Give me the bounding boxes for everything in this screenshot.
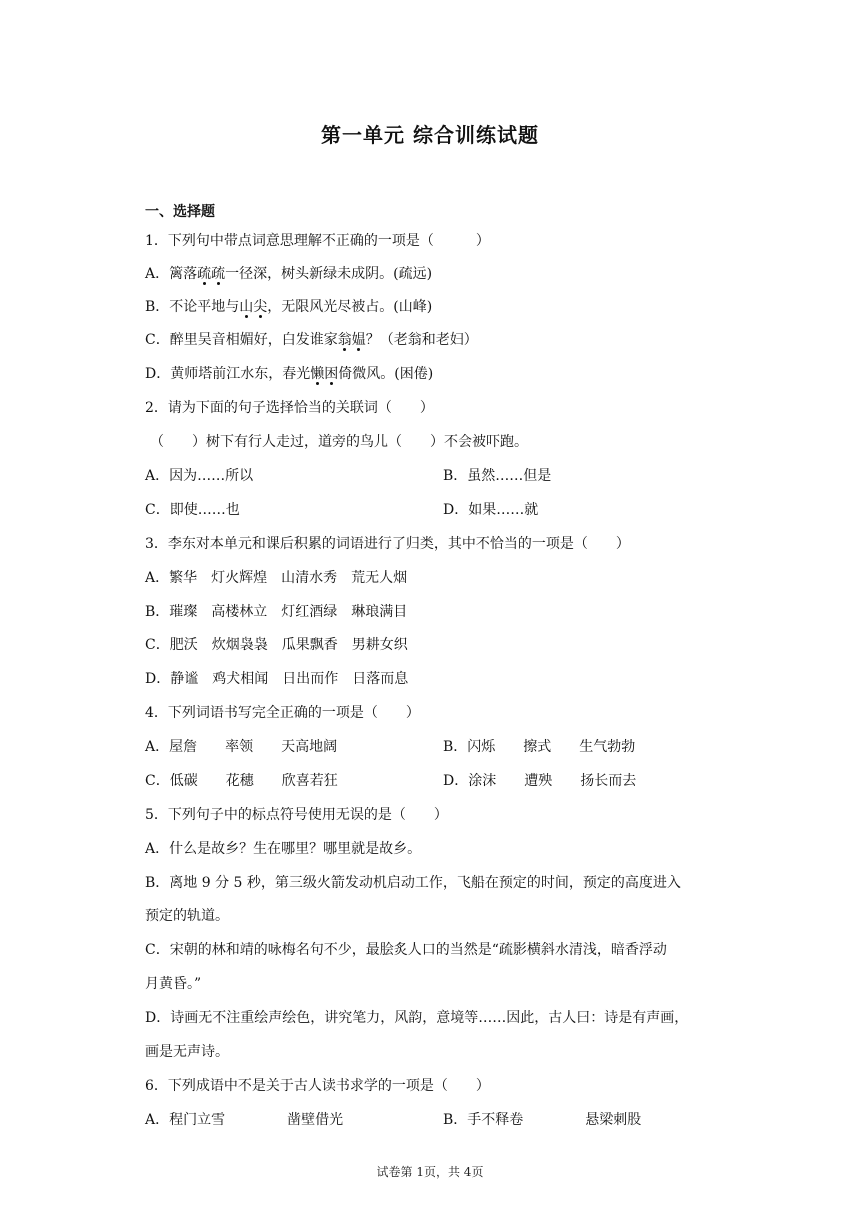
question-1-stem: 1．下列句中带点词意思理解不正确的一项是（ ）: [145, 233, 490, 249]
question-5-option-c-line1: C．宋朝的林和靖的咏梅名句不少，最脍炙人口的当然是“疏影横斜水清浅，暗香浮动: [145, 942, 667, 958]
question-4-option-c: C．低碳 花穗 欣喜若狂: [145, 773, 338, 789]
question-3-stem: 3．李东对本单元和课后积累的词语进行了归类，其中不恰当的一项是（ ）: [145, 536, 630, 552]
question-4-option-a: A．屋詹 率领 天高地阔: [145, 739, 338, 755]
question-3-option-a: A．繁华 灯火辉煌 山清水秀 荒无人烟: [145, 570, 408, 586]
question-3-option-d: D．静谧 鸡犬相闻 日出而作 日落而息: [145, 671, 409, 687]
question-6-option-a: A．程门立雪 凿壁借光: [145, 1112, 344, 1128]
question-1-option-a: A．篱落疏疏一径深，树头新绿未成阴。(疏远): [145, 266, 433, 282]
question-2-option-b: B．虽然……但是: [443, 468, 552, 484]
question-3-option-b: B．璀璨 高楼林立 灯红酒绿 琳琅满目: [145, 604, 408, 620]
question-1-option-b: B．不论平地与山尖，无限风光尽被占。(山峰): [145, 299, 433, 315]
question-5-option-b-line1: B．离地 9 分 5 秒，第三级火箭发动机启动工作，飞船在预定的时间，预定的高度进入: [145, 875, 681, 891]
question-4-stem: 4．下列词语书写完全正确的一项是（ ）: [145, 705, 420, 721]
question-4-option-d: D．涂沫 遭殃 扬长而去: [443, 773, 637, 789]
question-1-option-d: D．黄师塔前江水东，春光懒困倚微风。(困倦): [145, 366, 434, 382]
question-6-option-b: B．手不释卷 悬梁刺股: [443, 1112, 642, 1128]
question-6-stem: 6．下列成语中不是关于古人读书求学的一项是（ ）: [145, 1078, 490, 1094]
question-2-sentence: （ ）树下有行人走过，道旁的鸟儿（ ）不会被吓跑。: [150, 434, 528, 450]
question-5-stem: 5．下列句子中的标点符号使用无误的是（ ）: [145, 807, 448, 823]
question-3-option-c: C．肥沃 炊烟袅袅 瓜果飘香 男耕女织: [145, 637, 408, 653]
question-1-option-c: C．醉里吴音相媚好，白发谁家翁媪？（老翁和老妇）: [145, 332, 478, 348]
question-4-option-b: B．闪烁 擦式 生气勃勃: [443, 739, 636, 755]
question-2-option-a: A．因为……所以: [145, 468, 254, 484]
question-5-option-c-line2: 月黄昏。”: [145, 976, 202, 992]
section-heading: 一、选择题: [145, 204, 215, 220]
page-footer: 试卷第 1页，共 4页: [376, 1165, 484, 1179]
question-2-stem: 2．请为下面的句子选择恰当的关联词（ ）: [145, 400, 434, 416]
question-5-option-d-line2: 画是无声诗。: [145, 1044, 229, 1060]
question-5-option-a: A．什么是故乡？生在哪里？哪里就是故乡。: [145, 841, 422, 857]
question-2-option-d: D．如果……就: [443, 502, 539, 518]
question-5-option-b-line2: 预定的轨道。: [145, 908, 229, 924]
page-title: 第一单元 综合训练试题: [321, 123, 539, 147]
question-2-option-c: C．即使……也: [145, 502, 240, 518]
question-5-option-d-line1: D．诗画无不注重绘声绘色，讲究笔力，风韵，意境等……因此，古人曰：诗是有声画，: [145, 1010, 689, 1026]
